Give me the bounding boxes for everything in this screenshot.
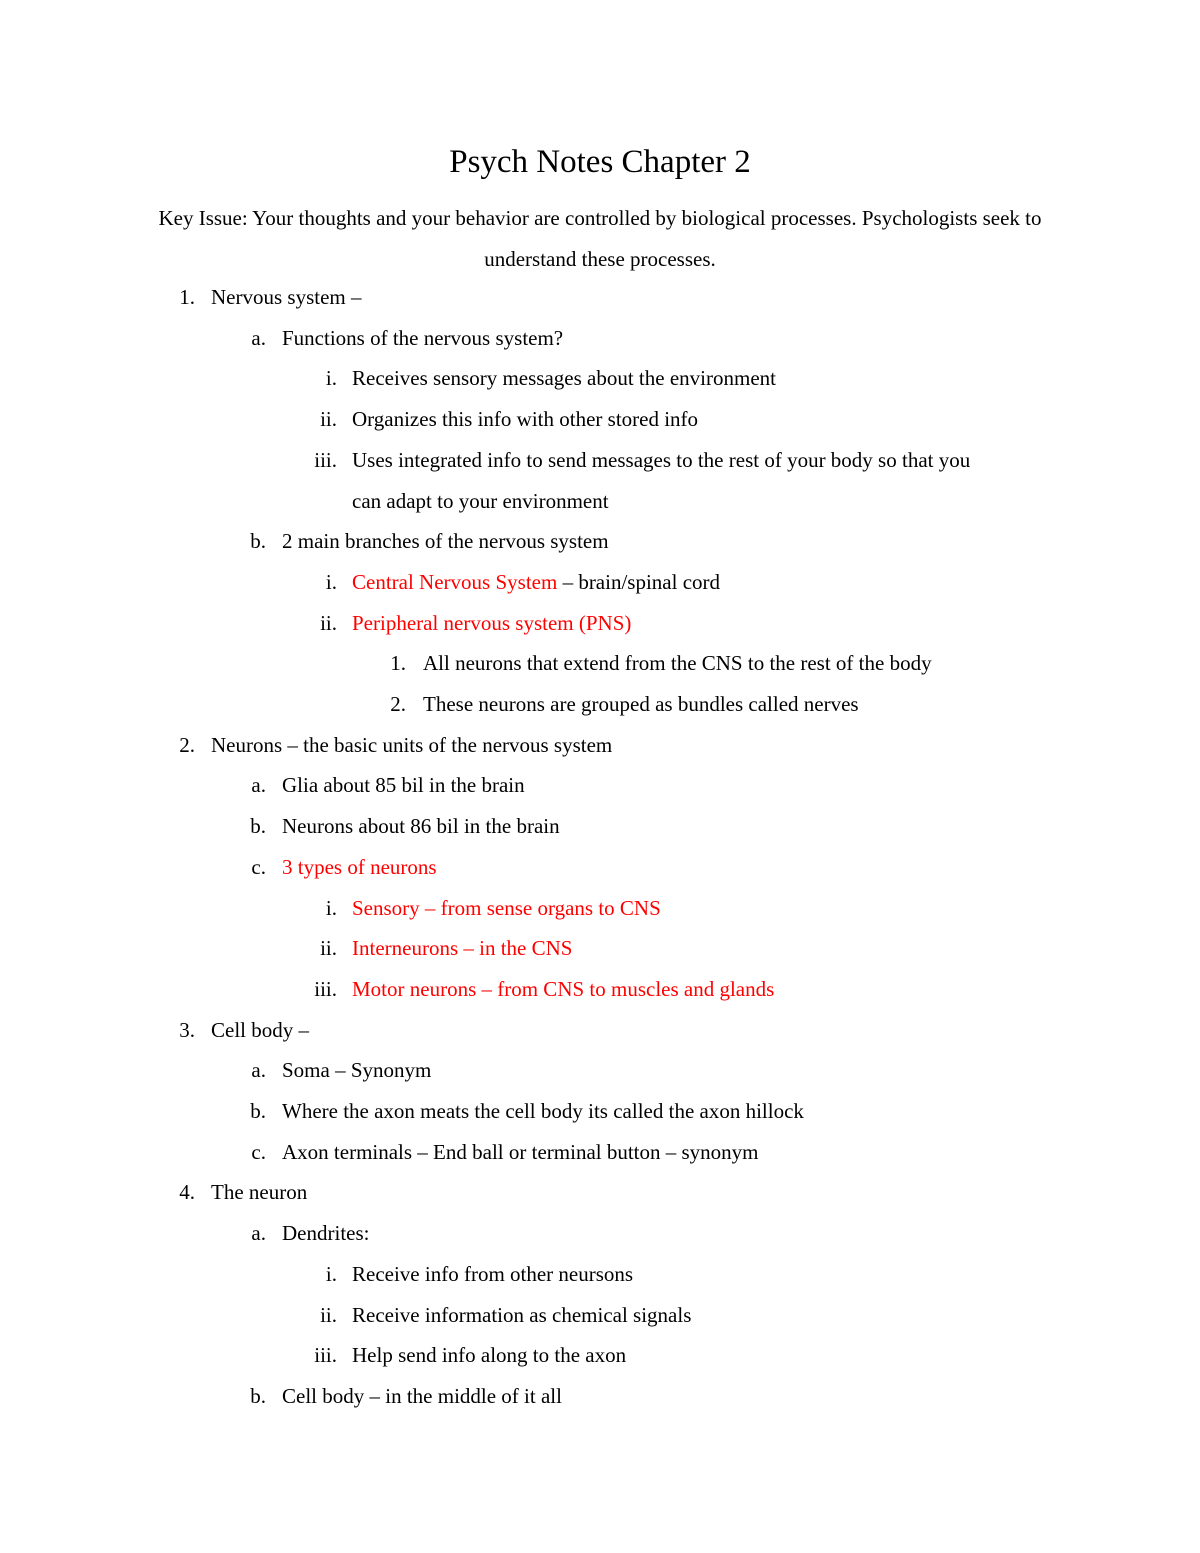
outline-item-text (211, 1010, 309, 1051)
outline-text: Axon terminals – End ball or terminal button – synonym (282, 1139, 759, 1164)
outline-marker: ii. (320, 610, 337, 635)
outline-item-text (352, 888, 661, 929)
outline-marker: i. (325, 895, 337, 920)
outline-marker: 3. (179, 1017, 195, 1042)
outline-text: Receive info from other neursons (352, 1261, 634, 1286)
outline-text: 2 main branches of the nervous system (282, 529, 609, 554)
outline-item-text (352, 928, 572, 969)
outline-item (0, 562, 1200, 603)
outline-marker: i. (325, 569, 337, 594)
outline-marker: 4. (179, 1180, 195, 1205)
outline-text: Neurons about 86 bil in the brain (282, 814, 560, 839)
outline-item-text (352, 1335, 626, 1376)
outline-item-text (282, 1213, 369, 1254)
highlighted-term: Interneurons – in the CNS (352, 936, 573, 961)
outline-text: Receives sensory messages about the environment (352, 366, 776, 391)
outline-marker: iii. (314, 447, 337, 472)
outline-item-text (352, 1254, 633, 1295)
outline-text: Soma – Synonym (282, 1058, 432, 1083)
outline-text: Receive information as chemical signals (352, 1302, 692, 1327)
outline-item-text (282, 1050, 431, 1091)
outline-item-text (352, 440, 970, 481)
highlighted-term: Motor neurons – from CNS to muscles and glands (352, 976, 775, 1001)
outline-item-text (282, 765, 525, 806)
outline-item-text (282, 1132, 759, 1173)
outline-text: Neurons – the basic units of the nervous system (211, 732, 613, 757)
outline-item (0, 928, 1200, 969)
outline-text: All neurons that extend from the CNS to the rest of the body (423, 651, 932, 676)
outline-item (0, 969, 1200, 1010)
outline-item (0, 440, 1200, 481)
outline-marker: b. (250, 1383, 266, 1408)
outline-item-text (282, 847, 437, 888)
highlighted-term: 3 types of neurons (282, 854, 437, 879)
outline-item (0, 1376, 1200, 1417)
outline-item-text (423, 684, 859, 725)
outline-item (0, 277, 1200, 318)
outline-item (0, 1132, 1200, 1173)
outline-item (0, 888, 1200, 929)
outline-item-text (352, 603, 631, 644)
outline-item (0, 643, 1200, 684)
outline-text: Help send info along to the axon (352, 1343, 627, 1368)
highlighted-term: Peripheral nervous system (PNS) (352, 610, 632, 635)
outline-item (0, 1050, 1200, 1091)
outline-marker: i. (325, 1261, 337, 1286)
outline-marker: a. (251, 773, 266, 798)
outline-item (0, 1254, 1200, 1295)
outline-marker: 2. (179, 732, 195, 757)
outline-text: These neurons are grouped as bundles called nerves (423, 692, 859, 716)
outline-item-text (352, 481, 609, 522)
outline-text: can adapt to your environment (352, 488, 609, 513)
outline-item (0, 603, 1200, 644)
outline-item-text (282, 1376, 562, 1417)
outline-marker: c. (251, 854, 266, 879)
outline-text: Glia about 85 bil in the brain (282, 773, 525, 798)
highlighted-term: Sensory – from sense organs to CNS (352, 895, 661, 920)
outline-marker: c. (251, 1139, 266, 1164)
outline-text: The neuron (211, 1180, 308, 1205)
outline-item (0, 399, 1200, 440)
page-title: Psych Notes Chapter 2 (449, 144, 751, 180)
outline-item (0, 765, 1200, 806)
outline-marker: b. (250, 529, 266, 554)
outline-item-text (352, 969, 774, 1010)
outline-item-text (352, 399, 698, 440)
outline-marker: a. (251, 1058, 266, 1083)
outline-marker: a. (251, 1221, 266, 1246)
outline-item (0, 1172, 1200, 1213)
outline-item (0, 358, 1200, 399)
outline-item-text (423, 643, 932, 684)
outline-item (0, 1295, 1200, 1336)
outline-item-text (282, 521, 609, 562)
outline-item-text (282, 1091, 804, 1132)
outline-marker: ii. (320, 936, 337, 961)
outline-marker: 1. (390, 651, 406, 676)
outline-item-text (211, 1172, 307, 1213)
outline-item (0, 521, 1200, 562)
outline-item (0, 1010, 1200, 1051)
outline-marker: b. (250, 1099, 266, 1123)
outline-item-text (282, 318, 563, 359)
outline-item-text (352, 358, 776, 399)
outline-text: Functions of the nervous system? (282, 325, 564, 350)
outline-item (0, 1213, 1200, 1254)
outline-marker: 2. (390, 692, 406, 716)
outline-item (0, 684, 1200, 725)
outline-item (0, 806, 1200, 847)
outline-item-text (211, 277, 362, 318)
outline-item-text (352, 1295, 691, 1336)
outline-marker: 1. (179, 285, 195, 309)
outline-marker: b. (250, 814, 266, 839)
outline-marker: i. (325, 366, 337, 391)
outline-marker: iii. (314, 1343, 337, 1368)
outline-item (0, 481, 1200, 522)
highlighted-term: Central Nervous System (352, 569, 558, 594)
outline-text: Where the axon meats the cell body its called the axon hillock (282, 1099, 804, 1123)
outline-marker: iii. (314, 976, 337, 1001)
outline-text: Dendrites: (282, 1221, 370, 1246)
outline-marker: ii. (320, 407, 337, 432)
outline-text: Cell body – (211, 1017, 309, 1042)
key-issue-paragraph: Key Issue: Your thoughts and your behavior are controlled by biological processes. Psychologists seek to understand these processes. (158, 206, 1042, 271)
outline-marker: a. (251, 325, 266, 350)
outline-item (0, 725, 1200, 766)
outline-item (0, 847, 1200, 888)
outline-item-text (282, 806, 560, 847)
outline-item (0, 1091, 1200, 1132)
outline-item (0, 1335, 1200, 1376)
outline-text: Uses integrated info to send messages to the rest of your body so that you (352, 447, 971, 472)
outline-text: Nervous system – (211, 285, 362, 309)
outline-text: Cell body – in the middle of it all (282, 1383, 562, 1408)
outline-item-text (211, 725, 612, 766)
outline-item-text (352, 562, 720, 603)
outline-marker: ii. (320, 1302, 337, 1327)
outline-item (0, 318, 1200, 359)
outline-text: – brain/spinal cord (557, 569, 721, 594)
outline-text: Organizes this info with other stored info (352, 407, 699, 432)
